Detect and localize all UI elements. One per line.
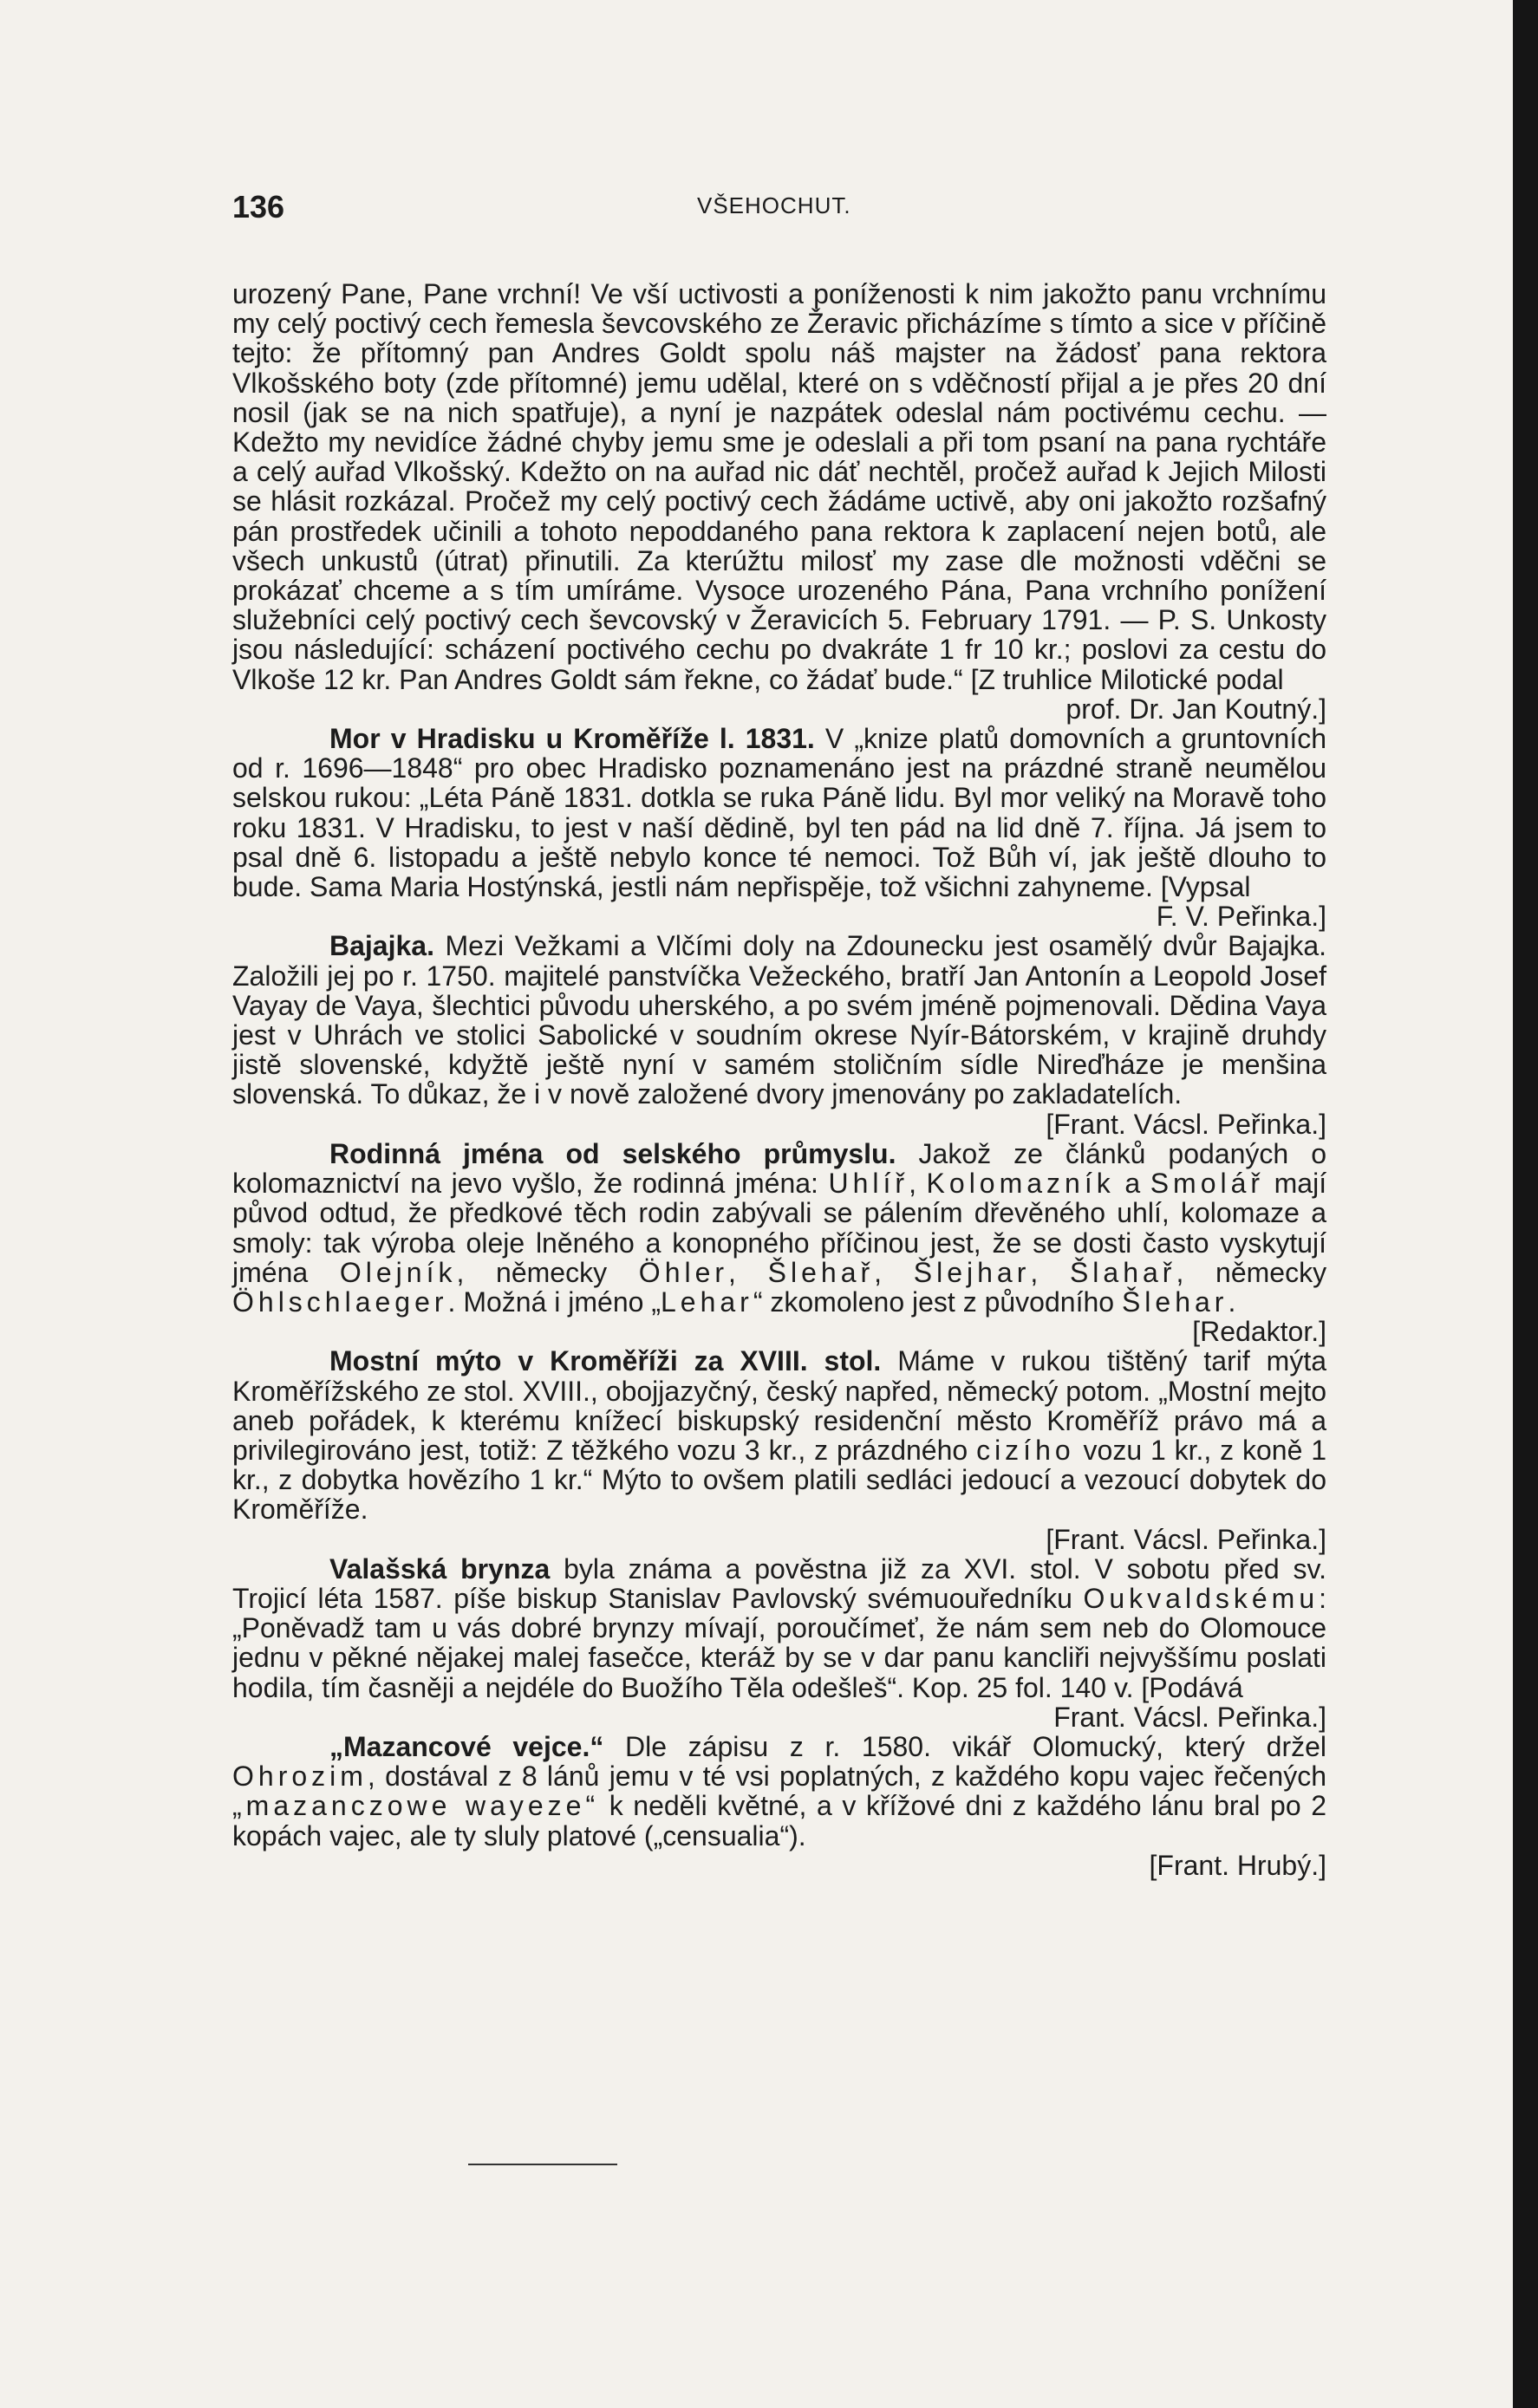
surname: Kolomazník xyxy=(926,1168,1115,1200)
article-text: k neděli květné, a v křížové dni z každého lánu bral po 2 kopách vajec, ale ty sluly platové („censualia“). xyxy=(232,1790,1327,1852)
article-letter xyxy=(232,279,1326,724)
article-text: Dle zápisu z r. 1580. vikář Olomucký, který držel xyxy=(625,1730,1327,1762)
article-title: Valašská brynza xyxy=(329,1552,551,1585)
article-text: urozený Pane, Pane vrchní! Ve vší uctivosti a poníženosti k nim jakožto panu vrchnímu my celý poctivý cech řemesla ševcovského ze Žeravic přicházíme s tímto a sice v příčině tejto: že přítomný pan Andres Goldt spolu náš majster na žádosť pana rektora Vlkošského boty (zde přítomné) jemu udělal, které on s vděčností přijal a je přes 20 dní nosil (jak se na nich spatřuje), a nyní je nazpátek odeslal nám poctivému cechu. — Kdežto my nevidíce žádné chyby jemu sme je odeslali a při tom psaní na pana rychtáře a celý auřad Vlkošský. Kdežto on na auřad nic dáť nechtěl, pročež auřad k Jejich Milosti se hlásit rozkázal. Pročež my celý poctivý cech žádáme uctivě, aby oni jakožto rozšafný pán prostředek učinili a tohoto nepoddaného pana rektora k zaplacení nejen botů, ale všech unkustů (útrat) přinutili. Za kterúžtu milosť my zase dle možnosti vděčni se prokázať chceme a s tím umíráme. Vysoce urozeného Pána, Pana vrchního ponížení služebníci celý poctivý cech ševcovský v Žeravicích 5. February 1791. — P. S. Unkosty jsou následující: scházení poctivého cechu po dvakráte 1 fr 10 kr.; poslovi za cestu do Vlkoše 12 kr. Pan Andres Goldt sám řekne, co žádať bude.“ [Z truhlice Milotické podal xyxy=(232,278,1326,695)
article-text: Jakož ze článků podaných o kolomaznictví na jevo vyšlo, že rodinná jména: xyxy=(232,1137,1327,1200)
surname: Uhlíř xyxy=(828,1168,909,1200)
article-plague xyxy=(232,724,1326,931)
surname: Šlahař xyxy=(1069,1256,1176,1288)
article-text: , německy xyxy=(456,1256,608,1288)
surname: Öhlschlaeger xyxy=(232,1285,448,1318)
article-bridge-toll xyxy=(232,1346,1326,1553)
article-signature: prof. Dr. Jan Koutný.] xyxy=(1066,693,1326,725)
article-text: Mezi Vežkami a Vlčími doly na Zdounecku jest osamělý dvůr Bajajka. Založili jej po r. 1750. majitelé panstvíčka Vežeckého, bratří Jan Antonín a Leopold Josef Vayay de Vaya, šlechtici původu uherského, a po svém jméně pojmenovali. Dědina Vaya jest v Uhrách ve stolici Sabolické v soudním okrese Nyír-Bátorském, v krajině druhdy jistě slovenské, kdyžtě ještě nyní v samém stoličním sídle Nireďháze je menšina slovenská. To důkaz, že i v nově založené dvory jmenovány po zakladatelích. xyxy=(232,930,1327,1110)
article-text: . xyxy=(1228,1285,1236,1318)
article-eggs xyxy=(232,1732,1326,1880)
surname: Šlejhar xyxy=(913,1256,1031,1288)
article-signature: [Frant. Vácsl. Peřinka.] xyxy=(1046,1523,1326,1555)
body-text xyxy=(232,279,1326,1880)
article-signature: [Redaktor.] xyxy=(1192,1316,1326,1348)
article-title: Rodinná jména od selského průmyslu. xyxy=(329,1137,896,1169)
article-bajajka xyxy=(232,931,1326,1138)
surname: Öhler xyxy=(638,1256,729,1288)
spaced-word: cizího xyxy=(976,1434,1075,1466)
article-title: „Mazancové vejce.“ xyxy=(329,1730,604,1762)
page-number: 136 xyxy=(232,189,285,225)
surname: Olejník xyxy=(339,1256,457,1288)
article-family-names: Rodinná jména od selského průmyslu. Jakož ze článků podaných o kolomaznictví na jevo vyšlo, že rodinná jména: Uhlíř, Kolomazník a Smolář mají původ odtud, že předkové těch rodin zabývali se pálením dřevěného uhlí, kolomaze a smoly: tak výroba oleje lněného a konopného příčinou jest, že se dosti často vyskytují jména Olejník, německy Öhler, Šlehař, Šlejhar, Šlahař, německy Öhlschlaeger. Možná i jméno „Lehar“ zkomoleno jest z původního Šlehar. [Redaktor.] xyxy=(232,1137,1327,1348)
article-text: vozu 1 kr., z koně 1 kr., z dobytka hovězího 1 kr.“ Mýto to ovšem platili sedláci jedoucí a vezoucí dobytek do Kroměříže. xyxy=(232,1434,1327,1526)
spaced-word: Ohrozim xyxy=(232,1760,368,1793)
surname: Smolář xyxy=(1150,1168,1265,1200)
article-signature: [Frant. Hrubý.] xyxy=(1149,1849,1326,1881)
spaced-word: „mazanczowe wayeze“ xyxy=(232,1790,600,1822)
article-text: byla známa a pověstna již za XVI. stol. V sobotu před sv. Trojicí léta 1587. píše biskup Stanislav Pavlovský svémuouředníku xyxy=(232,1552,1327,1614)
surname: Šlehař xyxy=(767,1256,875,1288)
article-signature: [Frant. Vácsl. Peřinka.] xyxy=(1046,1108,1326,1140)
article-title: Mor v Hradisku u Kroměříže l. 1831. xyxy=(329,723,815,755)
page-header xyxy=(232,189,1326,232)
running-head: VŠEHOCHUT. xyxy=(697,192,851,218)
article-title: Bajajka. xyxy=(329,930,434,962)
scan-edge xyxy=(1513,0,1538,2408)
article-brynza xyxy=(232,1554,1326,1732)
article-text: , dostával z 8 lánů jemu v té vsi poplatných, z každého kopu vajec řečených xyxy=(367,1760,1326,1793)
article-text: mají původ odtud, že předkové těch rodin zabývali se pálením dřevěného uhlí, kolomaze a smoly: tak výroba oleje lněného a konopného příčinou jest, že se dosti často vyskytují jména xyxy=(232,1168,1327,1288)
article-title: Mostní mýto v Kroměříži za XVIII. stol. xyxy=(329,1345,882,1377)
article-signature: Frant. Vácsl. Peřinka.] xyxy=(1053,1701,1326,1733)
end-rule xyxy=(468,2164,617,2165)
article-signature: F. V. Peřinka.] xyxy=(1156,901,1326,933)
article-text: a xyxy=(1124,1168,1141,1200)
article-text: “ zkomoleno jest z původního xyxy=(753,1285,1115,1318)
spaced-word: Oukvaldskému xyxy=(1083,1582,1320,1614)
article-text: Máme v rukou tištěný tarif mýta Kroměřížského ze stol. XVIII., obojjazyčný, český napřed, německý potom. „Mostní mejto aneb pořádek, k kterému knížecí biskupský residenční město Kroměříž právo má a privilegirováno jest, totiž: Z těžkého vozu 3 kr., z prázdného xyxy=(232,1345,1327,1466)
article-text: . Možná i jméno „ xyxy=(447,1285,661,1318)
article-text: , německy xyxy=(1176,1256,1327,1288)
article-text: V „knize platů domovních a gruntovních od r. 1696—1848“ pro obec Hradisko poznamenáno jest na prázdné straně neumělou selskou rukou: „Léta Páně 1831. dotkla se ruka Páně lidu. Byl mor veliký na Moravě toho roku 1831. V Hradisku, to jest v naší dědině, byl ten pád na lid dně 7. října. Já jsem to psal dně 6. listopadu a ještě nebylo konce té nemoci. Tož Bůh ví, jak ještě dlouho to bude. Sama Maria Hostýnská, jestli nám nepřispěje, tož všichni zahyneme. [Vypsal xyxy=(232,723,1327,903)
surname: Lehar xyxy=(660,1285,753,1318)
article-text: : „Poněvadž tam u vás dobré brynzy mívají, poroučímeť, že nám sem neb do Olomouce jednu v pěkné nějakej malej fasečce, kteráž by se v dar panu kancliři nejvyššímu poslati hodila, tím časněji a nejdéle do Buožího Těla odešleš“. Kop. 25 fol. 140 v. [Podává xyxy=(232,1582,1327,1703)
surname: Šlehar xyxy=(1121,1285,1228,1318)
